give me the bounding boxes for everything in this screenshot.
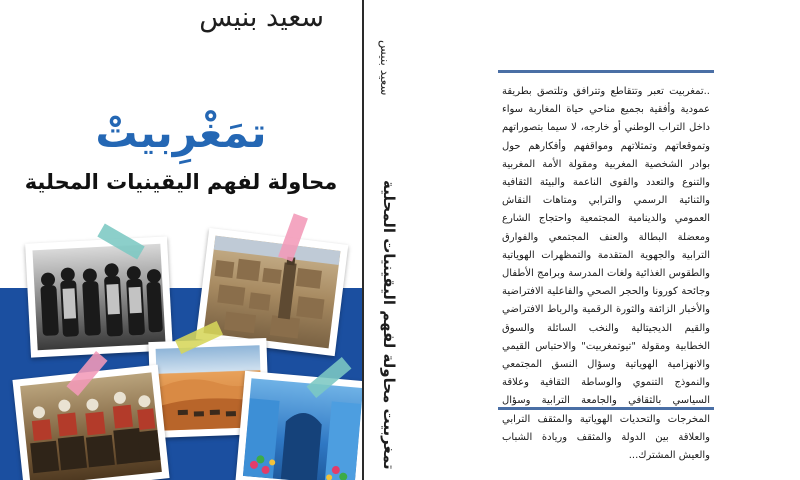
- back-cover: [414, 0, 800, 480]
- horse-photo-icon: [20, 372, 162, 480]
- old-city-photo: [196, 228, 349, 356]
- horsemen-fantasia-photo: [12, 365, 169, 480]
- city-photo-icon: [203, 236, 340, 349]
- book-subtitle: محاولة لفهم اليقينيات المحلية: [24, 170, 338, 194]
- blue-street-photo-icon: [243, 378, 362, 480]
- book-spine: [362, 0, 417, 480]
- author-name: سعيد بنيس: [199, 2, 324, 33]
- blue-city-photo: [235, 371, 362, 480]
- back-cover-text-box: [498, 70, 714, 462]
- people-photo-icon: [32, 244, 165, 351]
- group-photo-black-white: [25, 236, 173, 357]
- front-cover: [0, 0, 362, 480]
- spine-title: تمغربيت محاولة لفهم اليقينيات المحلية: [380, 180, 398, 470]
- back-cover-text: ..تمغربيت تعبر وتتقاطع وتترافق وتلتصق بطريقة عمودية وأفقية بجميع مناحي حياة المغاربة سواء داخل التراب الوطني أو خارجه، لا سيما بتصوراتهم وتموقعاتهم وتمثلاتهم ومواقفهم وأفكارهم حول بوادر الشخصية المغربية ومقولة الأمة المغربية والتنوع والتعدد والقوى الناعمة والبيئة الثقافية والثنائية الرسمي والترابي ومتاهات النقاش العمومي والدينامية المجتمعية واحتجاج الشارع ومعضلة البطالة والعنف المجتمعي والفوارق الترابية والجهوية المتقدمة والتمظهرات الهوياتية والطقوس الغذائية ولغات المدرسة وبرامج الأطفال وجائحة كورونا والحجر الصحي والفاعلية الافتراضية والأخبار الزائفة والثورة الرقمية والرباط الافتراضي والقيم الديجيتالية والنخب السائلة والسوق الخطابية ومقولة "تيوتمغربيت" والاحتباس القيمي والانهزامية الهوياتية وسؤال النسق المجتمعي والنموذج التنموي والوساطة الثقافية وعلاقة السياسي بالثقافي والجامعة الترابية وسؤال المخرجات والتحديات الهوياتية والمثقف الترابي والعلاقة بين الدولة والمثقف وريادة الشباب والعيش المشترك...: [502, 86, 710, 462]
- book-title: تمَغْرِبيتْ: [95, 108, 267, 157]
- spine-author: سعيد بنيس: [378, 40, 392, 96]
